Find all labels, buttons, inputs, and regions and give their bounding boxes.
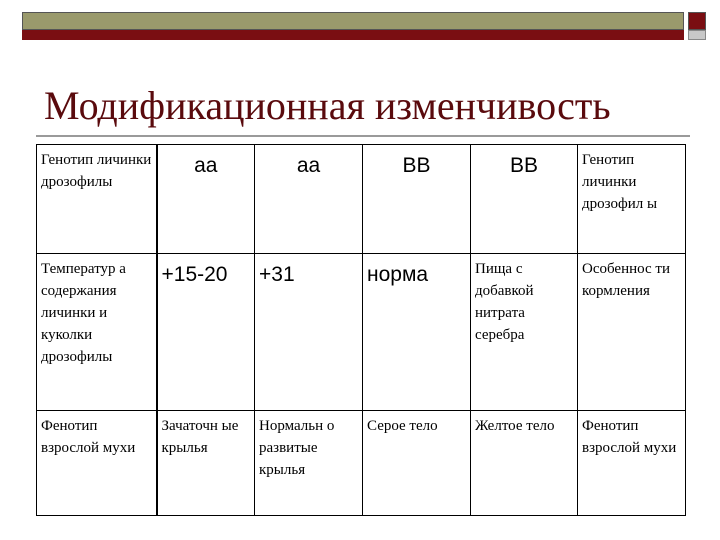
table-cell: Генотип личинки дрозофил ы: [578, 145, 686, 254]
table-cell: ВВ: [471, 145, 578, 254]
table-cell: Температур а содержания личинки и куколки дрозофилы: [37, 254, 157, 411]
header-olive-bar: [22, 12, 684, 30]
header-gray-square: [688, 30, 706, 40]
table-row-conditions: [37, 254, 686, 411]
table-cell: Генотип личинки дрозофилы: [37, 145, 157, 254]
table-row-genotype: [37, 145, 686, 254]
table-cell: Пища с добавкой нитрата серебра: [471, 254, 578, 411]
table-cell: аа: [255, 145, 363, 254]
table-cell: +31: [255, 254, 363, 411]
table-cell: Нормальн о развитые крылья: [255, 411, 363, 516]
table-cell: Желтое тело: [471, 411, 578, 516]
header-maroon-square: [688, 12, 706, 30]
table-cell: аа: [157, 145, 255, 254]
slide-title: Модификационная изменчивость: [44, 83, 611, 128]
title-divider: [36, 135, 690, 137]
table-cell: ВВ: [363, 145, 471, 254]
table-cell: Особеннос ти кормления: [578, 254, 686, 411]
header-maroon-bar: [22, 30, 684, 40]
table-cell: Фенотип взрослой мухи: [578, 411, 686, 516]
table-cell: Фенотип взрослой мухи: [37, 411, 157, 516]
table-row-phenotype: [37, 411, 686, 516]
table-cell: Зачаточн ые крылья: [157, 411, 255, 516]
table-cell: Серое тело: [363, 411, 471, 516]
table-cell: норма: [363, 254, 471, 411]
table-cell: +15-20: [157, 254, 255, 411]
genotype-phenotype-table: [36, 144, 686, 516]
